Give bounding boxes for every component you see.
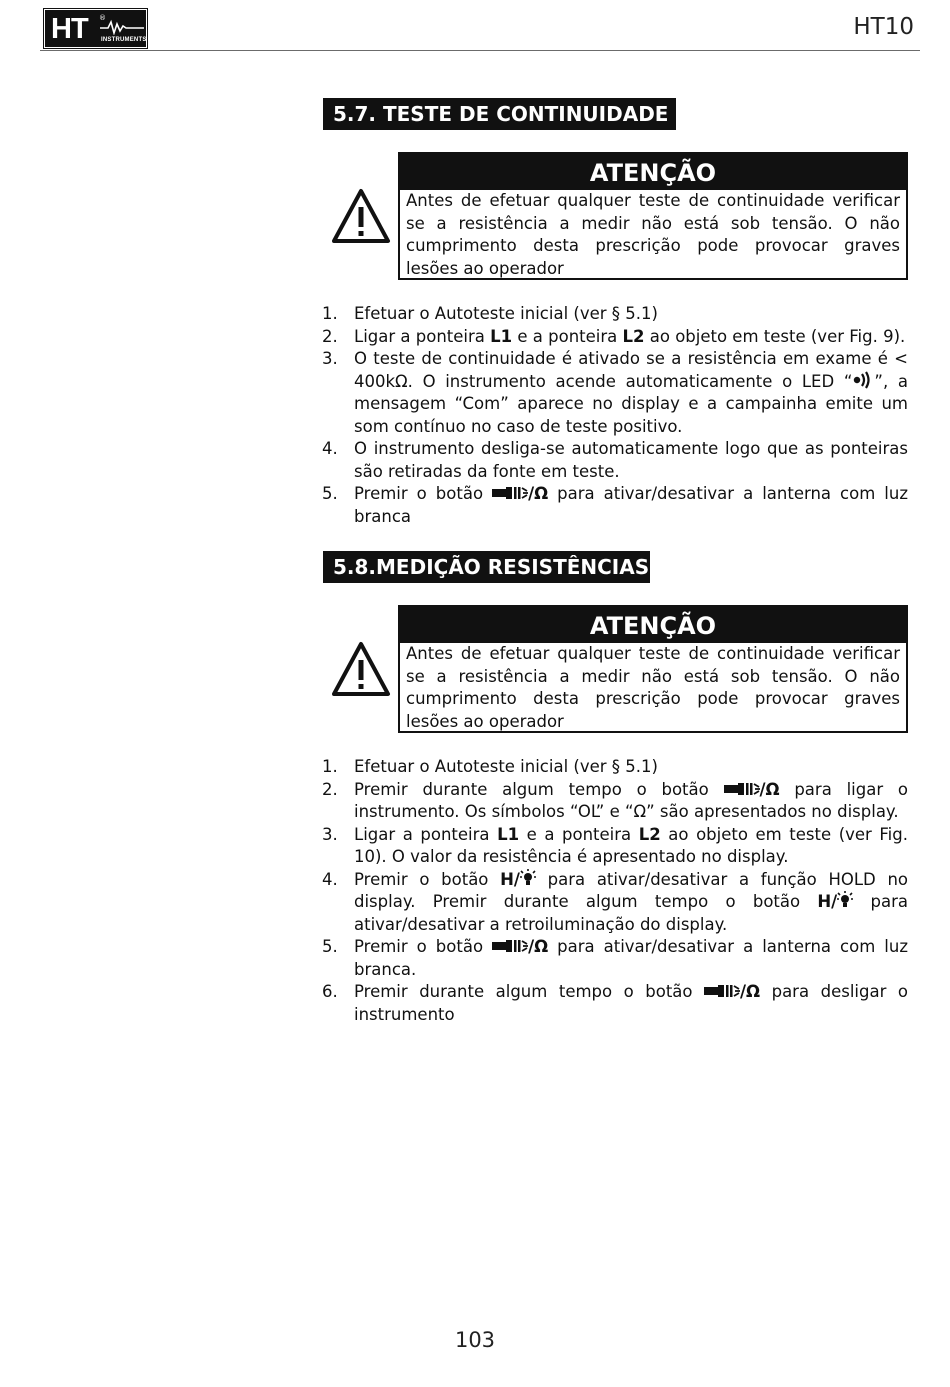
warning-triangle-icon — [330, 640, 392, 698]
section-title-continuity: 5.7. TESTE DE CONTINUIDADE — [323, 98, 676, 130]
hold-button-label: H/ — [817, 892, 838, 911]
warning-title: ATENÇÃO — [400, 607, 906, 643]
waveform-icon — [100, 19, 144, 35]
list-item — [322, 869, 908, 937]
step-text: Efetuar o Autoteste inicial (ver § 5.1) — [354, 757, 658, 776]
list-item — [322, 326, 908, 349]
step-text: ”, a mensagem “Com” aparece no display e a campainha emite um som contínuo no caso de teste positivo. — [354, 371, 908, 436]
step-text: Premir o botão — [354, 869, 501, 889]
header-divider — [40, 50, 920, 51]
warning-title: ATENÇÃO — [400, 154, 906, 190]
step-number: 5. — [322, 484, 338, 503]
step-text: Ligar a ponteira — [354, 824, 498, 844]
probe-l2-label: L2 — [638, 824, 661, 844]
step-text: para ativar/desativar a retroiluminação do display. — [354, 892, 908, 934]
list-item — [322, 303, 908, 326]
step-number: 3. — [322, 349, 338, 368]
page-number: 103 — [454, 1328, 496, 1352]
flashlight-buzzer-button-icon — [492, 938, 528, 954]
warning-block-resistance — [330, 605, 908, 735]
flashlight-buzzer-button-icon — [724, 781, 760, 797]
step-text: ao objeto em teste (ver Fig. 9). — [644, 326, 906, 346]
flashlight-buzzer-button-icon — [492, 485, 528, 501]
list-item — [322, 438, 908, 483]
step-number: 2. — [322, 326, 338, 346]
warning-box — [398, 152, 908, 280]
step-text: Premir durante algum tempo o botão — [354, 982, 705, 1001]
resistance-steps-list — [322, 756, 908, 1026]
probe-l2-label: L2 — [622, 326, 645, 346]
probe-l1-label: L1 — [497, 824, 520, 844]
list-item — [322, 756, 908, 779]
step-text: Premir o botão — [354, 484, 493, 503]
list-item — [322, 824, 908, 869]
logo-text: HT — [51, 13, 88, 45]
continuity-steps-list — [322, 303, 908, 528]
logo-subtext: INSTRUMENTS — [101, 37, 147, 43]
step-text: e a ponteira — [512, 326, 623, 346]
step-text: e a ponteira — [519, 824, 639, 844]
step-text: Ligar a ponteira — [354, 326, 491, 346]
step-number: 6. — [322, 982, 338, 1001]
warning-text: Antes de efetuar qualquer teste de continuidade verificar se a resistência a medir não está sob tensão. O não cumprimento desta prescrição pode provocar graves lesões ao operador — [406, 644, 900, 731]
warning-text: Antes de efetuar qualquer teste de continuidade verificar se a resistência a medir não está sob tensão. O não cumprimento desta prescrição pode provocar graves lesões ao operador — [406, 191, 900, 278]
omega-symbol: /Ω — [528, 484, 549, 503]
step-number: 5. — [322, 937, 338, 956]
ht-instruments-logo — [45, 10, 146, 47]
step-number: 2. — [322, 779, 338, 799]
buzzer-led-icon — [852, 371, 874, 389]
hold-button-label: H/ — [500, 869, 520, 889]
step-text: para ativar/desativar a lanterna com luz branca — [354, 484, 908, 526]
step-text: Premir durante algum tempo o botão — [354, 779, 724, 799]
probe-l1-label: L1 — [490, 326, 513, 346]
step-text: O instrumento desliga-se automaticamente logo que as ponteiras são retiradas da fonte em teste. — [354, 439, 908, 481]
step-text: O teste de continuidade é ativado se a resistência em exame é < 400kΩ. O instrumento acende automaticamente o LED “ — [354, 349, 908, 391]
warning-block-continuity — [330, 152, 908, 282]
warning-box — [398, 605, 908, 733]
backlight-bulb-icon — [520, 869, 536, 887]
warning-triangle-icon — [330, 187, 392, 245]
step-number: 4. — [322, 439, 338, 458]
step-text: para ativar/desativar a lanterna com luz branca. — [354, 937, 908, 979]
list-item — [322, 483, 908, 528]
step-text: Premir o botão — [354, 937, 493, 956]
omega-symbol: /Ω — [740, 982, 761, 1001]
step-number: 1. — [322, 304, 338, 323]
step-number: 1. — [322, 757, 338, 776]
list-item — [322, 348, 908, 438]
omega-symbol: /Ω — [528, 937, 549, 956]
flashlight-buzzer-button-icon — [704, 983, 740, 999]
step-number: 4. — [322, 869, 338, 889]
step-number: 3. — [322, 824, 338, 844]
section-title-resistance: 5.8.MEDIÇÃO RESISTÊNCIAS — [323, 551, 650, 583]
backlight-bulb-icon — [837, 891, 853, 909]
list-item — [322, 779, 908, 824]
step-text: para ativar/desativar a função HOLD no display. Premir durante algum tempo o botão — [354, 869, 908, 911]
list-item — [322, 936, 908, 981]
step-text: para desligar o instrumento — [354, 982, 908, 1024]
omega-symbol: /Ω — [759, 779, 780, 799]
logo-registered-mark: ® — [99, 14, 106, 22]
model-name: HT10 — [853, 14, 914, 40]
step-text: para ligar o instrumento. Os símbolos “OL” e “Ω” são apresentados no display. — [354, 779, 908, 821]
step-text: Efetuar o Autoteste inicial (ver § 5.1) — [354, 304, 658, 323]
list-item — [322, 981, 908, 1026]
step-text: ao objeto em teste (ver Fig. 10). O valor da resistência é apresentado no display. — [354, 824, 908, 866]
